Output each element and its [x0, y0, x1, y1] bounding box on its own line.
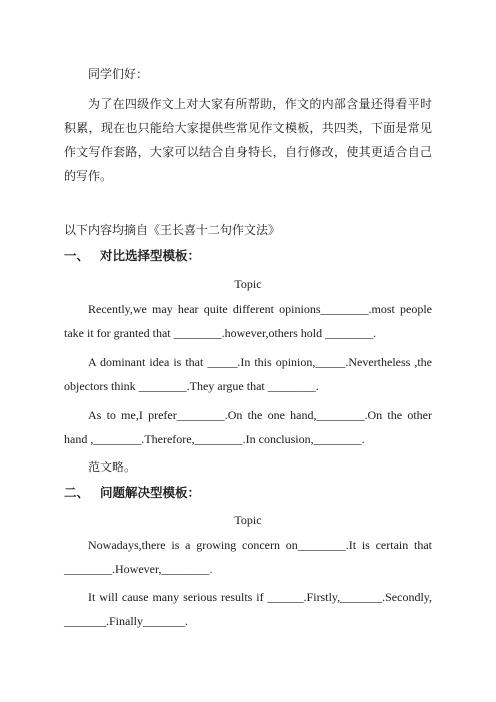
greeting: 同学们好： [88, 67, 149, 81]
section1-paragraph-1: Recently,we may hear quite different opinions________.most people take it for granted that ________.however,others hold ________. [64, 302, 432, 340]
section1-paragraph-2: A dominant idea is that _____.In this opinion,_____.Nevertheless ,the objectors think ________.They argue that ________. [64, 355, 432, 393]
section2-topic: Topic [234, 513, 262, 527]
section2-title: 问题解决型模板： [100, 486, 201, 500]
section2-number: 二、 [64, 486, 90, 500]
section1-topic: Topic [234, 277, 262, 291]
section1-title: 对比选择型模板： [100, 249, 201, 263]
section2-paragraph-2: It will cause many serious results if ______.Firstly,_______.Secondly, _______.Finally_______. [64, 590, 432, 628]
section2-heading [64, 481, 432, 505]
section1-paragraph-3: As to me,I prefer________.On the one hand,________.On the other hand ,________.Therefore,________.In conclusion,________. [64, 408, 432, 446]
source-note: 以下内容均摘自《王长喜十二句作文法》 [64, 223, 281, 237]
section1-heading [64, 244, 432, 268]
section1-sample-note: 范文略。 [88, 460, 137, 474]
section2-paragraph-1: Nowadays,there is a growing concern on________.It is certain that ________.However,________. [64, 538, 432, 576]
section1-number: 一、 [64, 249, 90, 263]
intro-paragraph: 为了在四级作文上对大家有所帮助，作文的内部含量还得看平时积累，现在也只能给大家提供些常见作文模板，共四类，下面是常见作文写作套路，大家可以结合自身特长，自行修改，使其更适合自己的写作。 [64, 97, 432, 183]
